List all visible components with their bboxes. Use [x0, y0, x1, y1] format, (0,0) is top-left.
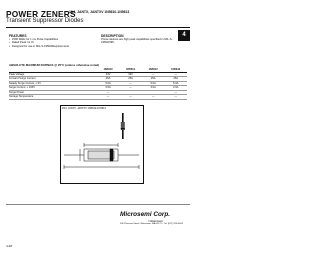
table-cell: — — [164, 95, 187, 100]
footer-rule — [6, 204, 190, 205]
page-subtitle: Transient Suppressor Diodes — [6, 18, 84, 24]
table-cell: Steady Surge Current, ≤ 5V — [9, 81, 97, 86]
list-item: • Rated Peak I & Vc — [9, 41, 34, 45]
small-cathode-band — [121, 128, 125, 129]
table-cell: Forward Surge Current — [9, 77, 97, 82]
table-cell: — — [164, 72, 187, 77]
table-cell: Surge Power — [9, 90, 97, 95]
table-header: 1N5610 — [97, 68, 120, 72]
table-cell: 5.0A — [97, 81, 120, 86]
table-cell: — — [119, 95, 142, 100]
diagram-title: 1N4, JANTX, JANTXV 1N5610-1N5613 — [62, 107, 106, 110]
table-cell: 25A — [164, 77, 187, 82]
list-item: • Designed for use in MIL-S-19500/Requirements — [9, 44, 69, 48]
table-header: 1N5612 — [142, 68, 165, 72]
table-cell: 24V — [97, 72, 120, 77]
table-cell: 25A — [97, 77, 120, 82]
table-cell: 25A — [119, 77, 142, 82]
ratings-table — [9, 68, 187, 100]
table-row — [9, 95, 187, 100]
table-header: 1N5613 — [164, 68, 187, 72]
table-cell: Peak Voltage — [9, 72, 97, 77]
table-cell: 25A — [142, 77, 165, 82]
table-cell: 30V — [119, 72, 142, 77]
table-cell: 3.5A — [97, 86, 120, 91]
part-series: 1N4, JANTX, JANTXV 1N5610-1N5613 — [69, 10, 130, 14]
table-cell: — — [164, 90, 187, 95]
table-cell: — — [97, 90, 120, 95]
page-number: 4-28 — [6, 244, 13, 248]
table-cell: 3.0A — [142, 86, 165, 91]
cathode-band — [110, 149, 113, 161]
section-tab: 4 — [178, 30, 190, 41]
features-list — [9, 38, 69, 48]
page-title: POWER ZENERS — [6, 9, 76, 19]
table-cell: — — [97, 95, 120, 100]
logo-subtitle: / Watertown — [148, 219, 163, 223]
ratings-heading: ABSOLUTE MAXIMUM RATINGS @ 25°C (unless otherwise noted) — [9, 63, 100, 67]
table-cell: Storage Temperature — [9, 95, 97, 100]
table-cell: 3.0A — [164, 86, 187, 91]
table-cell: 5.0A — [142, 81, 165, 86]
diode-package-drawing — [60, 105, 143, 183]
company-logo: Microsemi Corp. — [120, 211, 171, 218]
table-cell: — — [142, 95, 165, 100]
list-item: • 1500 Watts for 1 ms Pulse Capabilities — [9, 38, 59, 41]
table-header: 1N5611 — [119, 68, 142, 72]
description-text: These devices are high peak capabilities specified in MIL-S-19500/395. — [101, 38, 173, 45]
header-rule — [6, 27, 190, 28]
table-cell: 5.0A — [164, 81, 187, 86]
table-cell: — — [119, 81, 142, 86]
table-cell: Surge Current, ≤ 100V — [9, 86, 97, 91]
company-address: 530 Pleasant Street, Watertown, MA 02172 • Tel: (617) 926-0404 — [120, 223, 183, 225]
description-heading: DESCRIPTION — [101, 34, 124, 38]
table-cell: — — [142, 72, 165, 77]
table-cell: — — [119, 86, 142, 91]
features-heading: FEATURES — [9, 34, 27, 38]
